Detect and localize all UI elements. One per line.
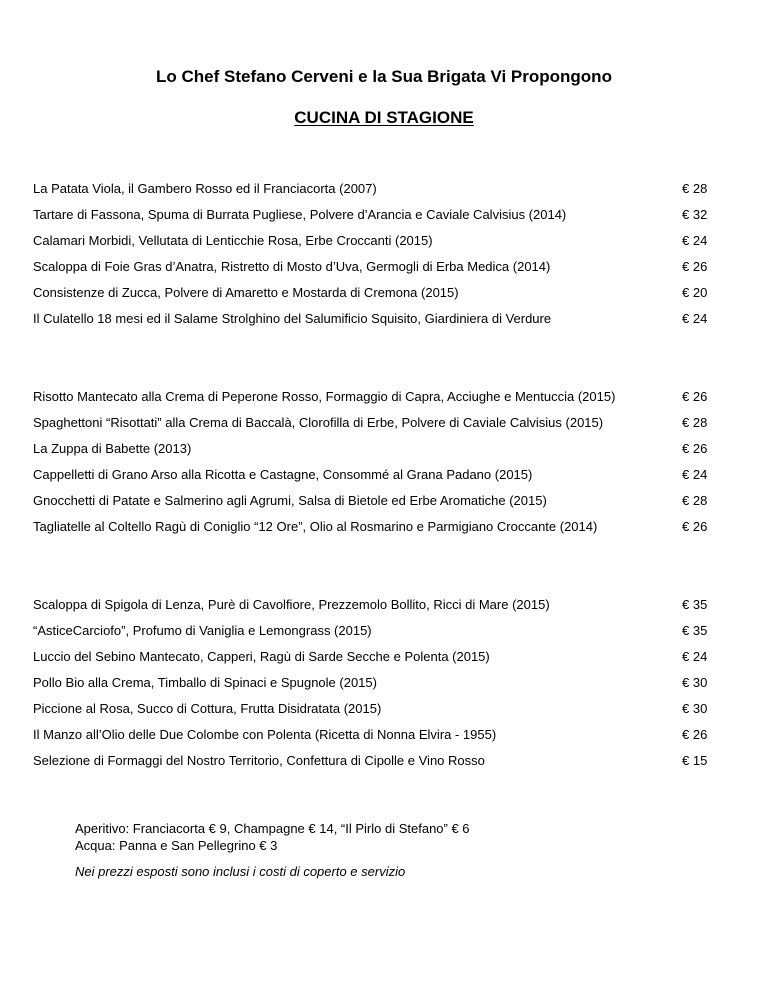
menu-item-name: Tartare di Fassona, Spuma di Burrata Pugliese, Polvere d’Arancia e Caviale Calvisius (2014) xyxy=(33,207,567,222)
menu-item xyxy=(33,306,713,332)
menu-item-name: La Patata Viola, il Gambero Rosso ed il Franciacorta (2007) xyxy=(33,181,377,196)
menu-item-name: Tagliatelle al Coltello Ragù di Coniglio “12 Ore”, Olio al Rosmarino e Parmigiano Croccante (2014) xyxy=(33,519,598,534)
menu-item-price: € 30 xyxy=(682,701,708,716)
menu-subtitle: CUCINA DI STAGIONE xyxy=(294,108,474,127)
menu-item-name: Il Manzo all’Olio delle Due Colombe con Polenta (Ricetta di Nonna Elvira - 1955) xyxy=(33,727,497,742)
menu-item-name: Calamari Morbidi, Vellutata di Lenticchie Rosa, Erbe Croccanti (2015) xyxy=(33,233,433,248)
menu-item xyxy=(33,644,713,670)
menu-section-antipasti xyxy=(33,176,713,332)
menu-title: Lo Chef Stefano Cerveni e la Sua Brigata Vi Propongono xyxy=(156,67,612,86)
menu-item xyxy=(33,384,713,410)
menu-item-price: € 24 xyxy=(682,467,708,482)
menu-item-price: € 28 xyxy=(682,493,708,508)
menu-item-price: € 32 xyxy=(682,207,708,222)
menu-item-price: € 26 xyxy=(682,389,708,404)
menu-item-name: La Zuppa di Babette (2013) xyxy=(33,441,192,456)
menu-item xyxy=(33,436,713,462)
menu-item-price: € 26 xyxy=(682,727,708,742)
menu-section-primi xyxy=(33,384,713,540)
menu-item-price: € 15 xyxy=(682,753,708,768)
menu-item-name: Consistenze di Zucca, Polvere di Amaretto e Mostarda di Cremona (2015) xyxy=(33,285,459,300)
menu-item xyxy=(33,228,713,254)
menu-item-name: Scaloppa di Spigola di Lenza, Purè di Cavolfiore, Prezzemolo Bollito, Ricci di Mare (2015) xyxy=(33,597,550,612)
menu-item-name: “AsticeCarciofo”, Profumo di Vaniglia e Lemongrass (2015) xyxy=(33,623,372,638)
menu-item-name: Il Culatello 18 mesi ed il Salame Strolghino del Salumificio Squisito, Giardiniera di Verdure xyxy=(33,311,552,326)
menu-item-price: € 28 xyxy=(682,181,708,196)
menu-item-name: Scaloppa di Foie Gras d’Anatra, Ristretto di Mosto d’Uva, Germogli di Erba Medica (2014) xyxy=(33,259,551,274)
aperitivo-note: Aperitivo: Franciacorta € 9, Champagne € 14, “Il Pirlo di Stefano” € 6 xyxy=(75,821,470,836)
menu-item xyxy=(33,202,713,228)
menu-item xyxy=(33,176,713,202)
menu-item xyxy=(33,280,713,306)
menu-item-name: Luccio del Sebino Mantecato, Capperi, Ragù di Sarde Secche e Polenta (2015) xyxy=(33,649,490,664)
menu-item-price: € 20 xyxy=(682,285,708,300)
menu-item-price: € 30 xyxy=(682,675,708,690)
menu-item-price: € 24 xyxy=(682,311,708,326)
menu-item-name: Gnocchetti di Patate e Salmerino agli Agrumi, Salsa di Bietole ed Erbe Aromatiche (2015) xyxy=(33,493,547,508)
menu-item xyxy=(33,618,713,644)
menu-item-price: € 35 xyxy=(682,623,708,638)
menu-item-name: Selezione di Formaggi del Nostro Territorio, Confettura di Cipolle e Vino Rosso xyxy=(33,753,485,768)
menu-item-name: Spaghettoni “Risottati” alla Crema di Baccalà, Clorofilla di Erbe, Polvere di Caviale Calvisius (2015) xyxy=(33,415,604,430)
menu-item xyxy=(33,410,713,436)
menu-item-name: Piccione al Rosa, Succo di Cottura, Frutta Disidratata (2015) xyxy=(33,701,382,716)
menu-item xyxy=(33,722,713,748)
menu-item-price: € 26 xyxy=(682,259,708,274)
menu-item-price: € 26 xyxy=(682,441,708,456)
menu-item xyxy=(33,670,713,696)
menu-item-price: € 35 xyxy=(682,597,708,612)
menu-item xyxy=(33,592,713,618)
menu-item-price: € 28 xyxy=(682,415,708,430)
menu-item-name: Pollo Bio alla Crema, Timballo di Spinaci e Spugnole (2015) xyxy=(33,675,377,690)
menu-item-price: € 24 xyxy=(682,649,708,664)
menu-item xyxy=(33,488,713,514)
coperto-disclaimer: Nei prezzi esposti sono inclusi i costi di coperto e servizio xyxy=(75,864,406,879)
menu-item xyxy=(33,748,713,774)
menu-section-secondi xyxy=(33,592,713,774)
menu-item-name: Risotto Mantecato alla Crema di Peperone Rosso, Formaggio di Capra, Acciughe e Mentuccia (2015) xyxy=(33,389,616,404)
menu-item-price: € 26 xyxy=(682,519,708,534)
menu-notes xyxy=(75,820,470,880)
menu-item xyxy=(33,696,713,722)
menu-item-price: € 24 xyxy=(682,233,708,248)
menu-item xyxy=(33,462,713,488)
menu-item-name: Cappelletti di Grano Arso alla Ricotta e Castagne, Consommé al Grana Padano (2015) xyxy=(33,467,533,482)
menu-item xyxy=(33,254,713,280)
menu-item xyxy=(33,514,713,540)
acqua-note: Acqua: Panna e San Pellegrino € 3 xyxy=(75,838,278,853)
